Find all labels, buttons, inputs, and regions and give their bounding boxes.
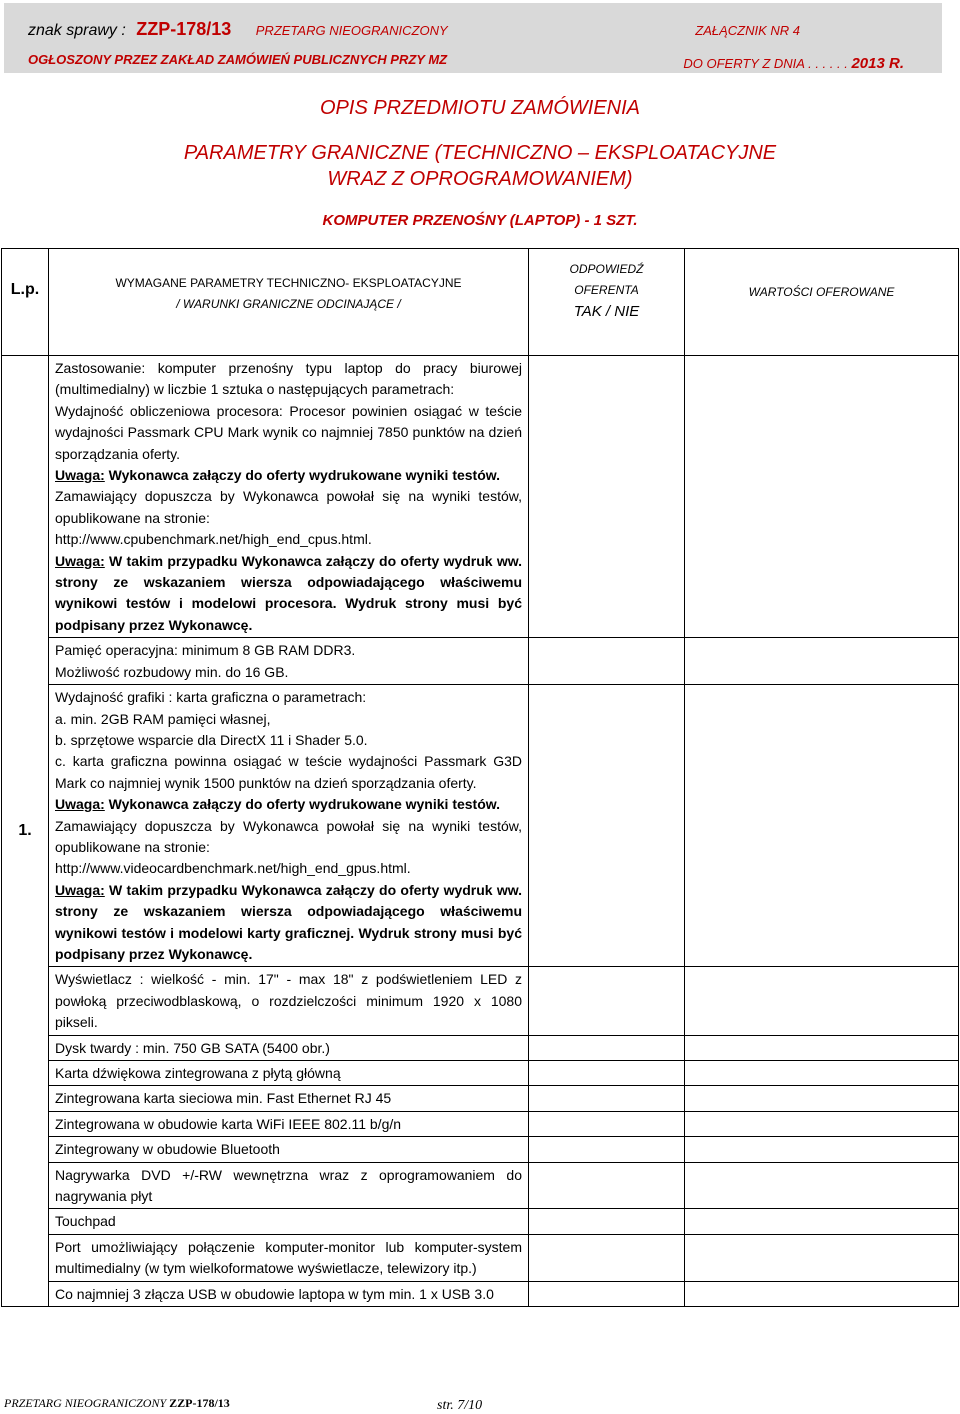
wifi-cell: Zintegrowana w obudowie karta WiFi IEEE 802.11 b/g/n: [49, 1111, 529, 1136]
cpu-note-2: Uwaga: W takim przypadku Wykonawca załączy do oferty wydruk ww. strony ze wskazaniem wiersza odpowiadającego właściwemu wynikowi testów i modelowi procesora. Wydruk strony musi być podpisany przez Wykonawcę.: [55, 552, 522, 633]
value-cell[interactable]: [685, 638, 959, 685]
answer-cell[interactable]: [529, 1209, 685, 1234]
offer-date: [683, 55, 904, 72]
note-label: Uwaga:: [55, 467, 105, 484]
header-answer-line3: TAK / NIE: [573, 303, 640, 320]
table-row: [2, 1061, 959, 1086]
table-row: [2, 1086, 959, 1111]
spec-table: [1, 248, 959, 1307]
cpu-alt-text: Zamawiający dopuszcza by Wykonawca powołał się na wyniki testów, opublikowane na stronie:: [55, 488, 522, 526]
cpu-text: Wydajność obliczeniowa procesora: Procesor powinien osiągać w teście wydajności Passmark CPU Mark wynik co najmniej 7850 punktów na dzień sporządzania oferty.: [55, 402, 522, 462]
param-cell: [49, 638, 529, 685]
note-label: Uwaga:: [55, 796, 105, 813]
tender-type: PRZETARG NIEOGRANICZONY: [255, 23, 448, 38]
answer-cell[interactable]: [529, 1162, 685, 1209]
announced-by: OGŁOSZONY PRZEZ ZAKŁAD ZAMÓWIEŃ PUBLICZNYCH PRZY MZ: [28, 52, 448, 67]
header-params-line2: / WARUNKI GRANICZNE ODCINAJĄCE /: [176, 297, 401, 311]
value-cell[interactable]: [685, 1137, 959, 1162]
offer-date-label: DO OFERTY Z DNIA . . . . . .: [683, 56, 848, 71]
answer-cell[interactable]: [529, 356, 685, 638]
header-lp: L.p.: [2, 249, 49, 356]
value-cell[interactable]: [685, 1281, 959, 1306]
gpu-alt-text: Zamawiający dopuszcza by Wykonawca powołał się na wyniki testów, opublikowane na stronie:: [55, 817, 522, 855]
value-cell[interactable]: [685, 1111, 959, 1136]
value-cell[interactable]: [685, 1061, 959, 1086]
table-row: [2, 1234, 959, 1281]
table-row: [2, 356, 959, 638]
header-answer-line1: ODPOWIEDŹ: [569, 262, 644, 276]
value-cell[interactable]: [685, 1162, 959, 1209]
answer-cell[interactable]: [529, 685, 685, 967]
footer-tender: [4, 1396, 230, 1411]
table-row: [2, 1137, 959, 1162]
port-cell: Port umożliwiający połączenie komputer-monitor lub komputer-system multimedialny (w tym wielkoformatowe wyświetlacze, telewizory itp.): [49, 1234, 529, 1281]
usage-text: Zastosowanie: komputer przenośny typu laptop do pracy biurowej (multimedialny) w liczbie 1 sztuka o następujących parametrach:: [55, 360, 522, 398]
note-label: Uwaga:: [55, 881, 105, 898]
answer-cell[interactable]: [529, 1061, 685, 1086]
gpu-note-1: Uwaga: Wykonawca załączy do oferty wydrukowane wyniki testów.: [55, 796, 501, 813]
answer-cell[interactable]: [529, 1137, 685, 1162]
header-line-2: [28, 51, 918, 73]
gpu-url: http://www.videocardbenchmark.net/high_end_gpus.html.: [55, 860, 411, 877]
value-cell[interactable]: [685, 685, 959, 967]
header-params: [49, 249, 529, 356]
table-row: [2, 1209, 959, 1234]
table-header-row: [2, 249, 959, 356]
param-cell: [49, 356, 529, 638]
usb-cell: Co najmniej 3 złącza USB w obudowie laptopa w tym min. 1 x USB 3.0: [49, 1281, 529, 1306]
ram-text: Pamięć operacyjna: minimum 8 GB RAM DDR3.: [55, 642, 356, 659]
table-row: [2, 967, 959, 1035]
attachment-number: ZAŁĄCZNIK NR 4: [695, 23, 800, 38]
header-params-line1: WYMAGANE PARAMETRY TECHNICZNO- EKSPLOATACYJNE: [115, 276, 462, 290]
answer-cell[interactable]: [529, 1234, 685, 1281]
offer-year: 2013 R.: [851, 55, 904, 72]
page-number: str. 7/10: [437, 1398, 483, 1413]
table-row: [2, 1111, 959, 1136]
answer-cell[interactable]: [529, 1281, 685, 1306]
value-cell[interactable]: [685, 1234, 959, 1281]
title-line-1: OPIS PRZEDMIOTU ZAMÓWIENIA: [319, 97, 640, 119]
ram-upgrade-text: Możliwość rozbudowy min. do 16 GB.: [55, 663, 289, 680]
gpu-note-2: Uwaga: W takim przypadku Wykonawca załączy do oferty wydruk ww. strony ze wskazaniem wiersza odpowiadającego właściwemu wynikowi testów i modelowi karty graficznej. Wydruk strony musi być podpisany przez Wykonawcę.: [55, 881, 522, 962]
answer-cell[interactable]: [529, 967, 685, 1035]
table-row: [2, 685, 959, 967]
gpu-text: Wydajność grafiki : karta graficzna o parametrach:: [55, 689, 367, 706]
table-row: [2, 1035, 959, 1060]
header-values: WARTOŚCI OFEROWANE: [685, 249, 959, 356]
network-cell: Zintegrowana karta sieciowa min. Fast Ethernet RJ 45: [49, 1086, 529, 1111]
case-number: ZZP-178/13: [136, 19, 232, 39]
param-cell: [49, 685, 529, 967]
answer-cell[interactable]: [529, 1035, 685, 1060]
disk-cell: Dysk twardy : min. 750 GB SATA (5400 obr.): [49, 1035, 529, 1060]
title-line-2: PARAMETRY GRANICZNE (TECHNICZNO – EKSPLOATACYJNE: [183, 142, 777, 164]
footer-tender-label: PRZETARG NIEOGRANICZONY: [4, 1396, 167, 1410]
footer-case-number: ZZP-178/13: [169, 1396, 230, 1410]
gpu-item-b: b. sprzętowe wsparcie dla DirectX 11 i Shader 5.0.: [55, 731, 368, 748]
value-cell[interactable]: [685, 1209, 959, 1234]
dvd-cell: Nagrywarka DVD +/-RW wewnętrzna wraz z oprogramowaniem do nagrywania płyt: [49, 1162, 529, 1209]
cpu-note-1: Uwaga: Wykonawca załączy do oferty wydrukowane wyniki testów.: [55, 467, 501, 484]
document-header: [4, 3, 942, 73]
display-cell: Wyświetlacz : wielkość - min. 17" - max 18" z podświetleniem LED z powłoką przeciwodblaskową, o rozdzielczości minimum 1920 x 1080 pikseli.: [49, 967, 529, 1035]
case-label: znak sprawy :: [28, 22, 126, 39]
value-cell[interactable]: [685, 967, 959, 1035]
header-line-1: [28, 19, 918, 47]
header-answer: [529, 249, 685, 356]
gpu-item-c: c. karta graficzna powinna osiągać w teście wydajności Passmark G3D Mark co najmniej wynik 1500 punktów na dzień sporządzania oferty.: [55, 753, 522, 791]
title-line-3: WRAZ Z OPROGRAMOWANIEM): [327, 168, 633, 190]
cpu-url: http://www.cpubenchmark.net/high_end_cpus.html.: [55, 531, 372, 548]
touchpad-cell: Touchpad: [49, 1209, 529, 1234]
value-cell[interactable]: [685, 356, 959, 638]
answer-cell[interactable]: [529, 1111, 685, 1136]
value-cell[interactable]: [685, 1035, 959, 1060]
table-row: [2, 638, 959, 685]
bluetooth-cell: Zintegrowany w obudowie Bluetooth: [49, 1137, 529, 1162]
header-answer-line2: OFERENTA: [574, 283, 639, 297]
sound-cell: Karta dźwiękowa zintegrowana z płytą główną: [49, 1061, 529, 1086]
table-row: [2, 1162, 959, 1209]
value-cell[interactable]: [685, 1086, 959, 1111]
gpu-item-a: a. min. 2GB RAM pamięci własnej,: [55, 710, 271, 727]
note-label: Uwaga:: [55, 552, 105, 569]
table-row: [2, 1281, 959, 1306]
title-line-4: KOMPUTER PRZENOŚNY (LAPTOP) - 1 SZT.: [322, 212, 638, 229]
answer-cell[interactable]: [529, 638, 685, 685]
row-number: 1.: [2, 356, 49, 1307]
answer-cell[interactable]: [529, 1086, 685, 1111]
